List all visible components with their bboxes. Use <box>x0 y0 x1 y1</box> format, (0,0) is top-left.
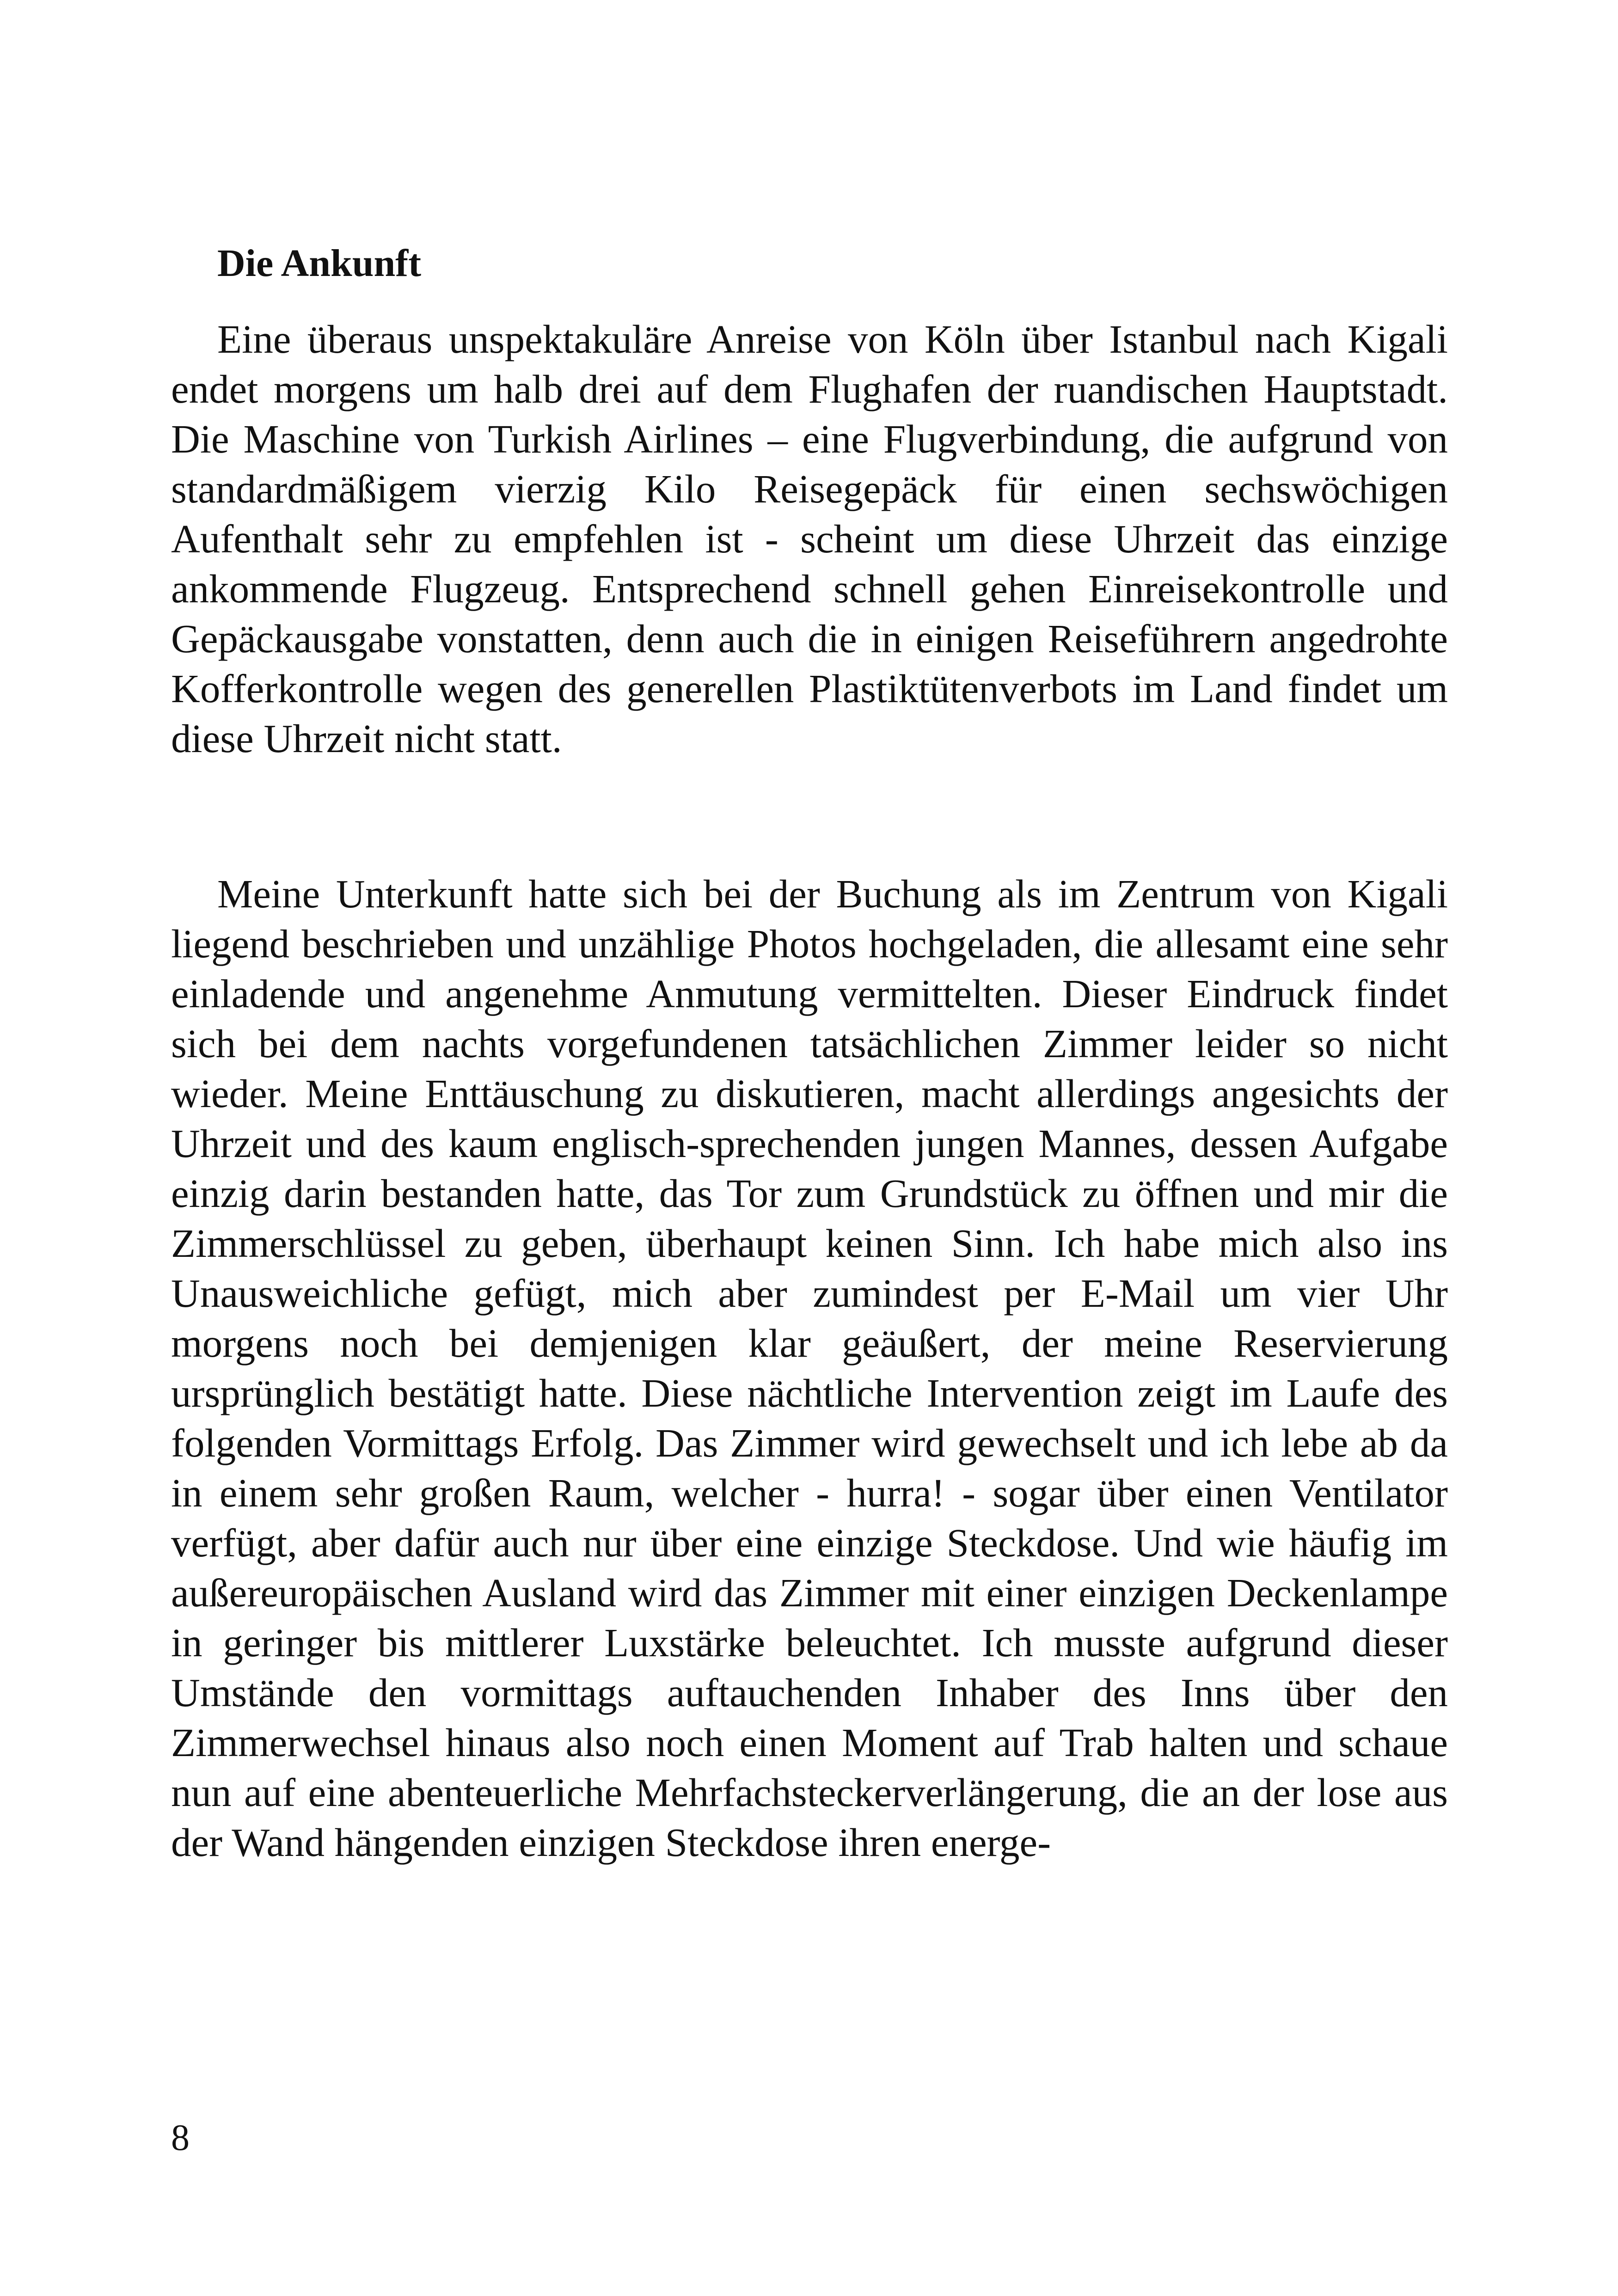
chapter-heading: Die Ankunft <box>217 242 422 285</box>
paragraph-arrival: Eine überaus unspektakuläre Anreise von Köln über Istanbul nach Kigali endet morgens um halb drei auf dem Flughafen der ruandischen Hauptstadt. Die Maschine von Turkish Airlines – eine Flugverbindung, die aufgrund von standardmäßigem vierzig Kilo Reisegepäck für einen sechswöchigen Aufenthalt sehr zu empfehlen ist - scheint um diese Uhrzeit das einzige ankommende Flugzeug. Entsprechend schnell gehen Einreisekontrolle und Gepäckausgabe vonstatten, denn auch die in einigen Reiseführern angedrohte Kofferkontrolle wegen des generellen Plastiktütenverbots im Land findet um diese Uhrzeit nicht statt. <box>171 317 1448 761</box>
paragraph-accommodation: Meine Unterkunft hatte sich bei der Buchung als im Zentrum von Kigali liegend beschrieben und unzählige Photos hochgeladen, die allesamt eine sehr einladende und angenehme Anmutung vermittelten. Dieser Eindruck findet sich bei dem nachts vorgefundenen tatsächlichen Zimmer leider so nicht wieder. Meine Enttäuschung zu diskutieren, macht allerdings angesichts der Uhrzeit und des kaum englisch-sprechenden jungen Mannes, dessen Aufgabe einzig darin bestanden hatte, das Tor zum Grundstück zu öffnen und mir die Zimmerschlüssel zu geben, überhaupt keinen Sinn. Ich habe mich also ins Unausweichliche gefügt, mich aber zumindest per E-Mail um vier Uhr morgens noch bei demjenigen klar geäußert, der meine Reservierung ursprünglich bestätigt hatte. Diese nächtliche Intervention zeigt im Laufe des folgenden Vormittags Erfolg. Das Zimmer wird gewechselt und ich lebe ab da in einem sehr großen Raum, welcher - hurra! - sogar über einen Ventilator verfügt, aber dafür auch nur über eine einzige Steckdose. Und wie häufig im außereuropäischen Ausland wird das Zimmer mit einer einzigen Deckenlampe in geringer bis mittlerer Luxstärke beleuchtet. Ich musste aufgrund dieser Umstände den vormittags auftauchenden Inhaber des Inns über den Zimmerwechsel hinaus also noch einen Moment auf Trab halten und schaue nun auf eine abenteuerliche Mehrfachsteckerverlängerung, die an der lose aus der Wand hängenden einzigen Steckdose ihren energe- <box>171 871 1448 1865</box>
page-number: 8 <box>171 2118 190 2158</box>
